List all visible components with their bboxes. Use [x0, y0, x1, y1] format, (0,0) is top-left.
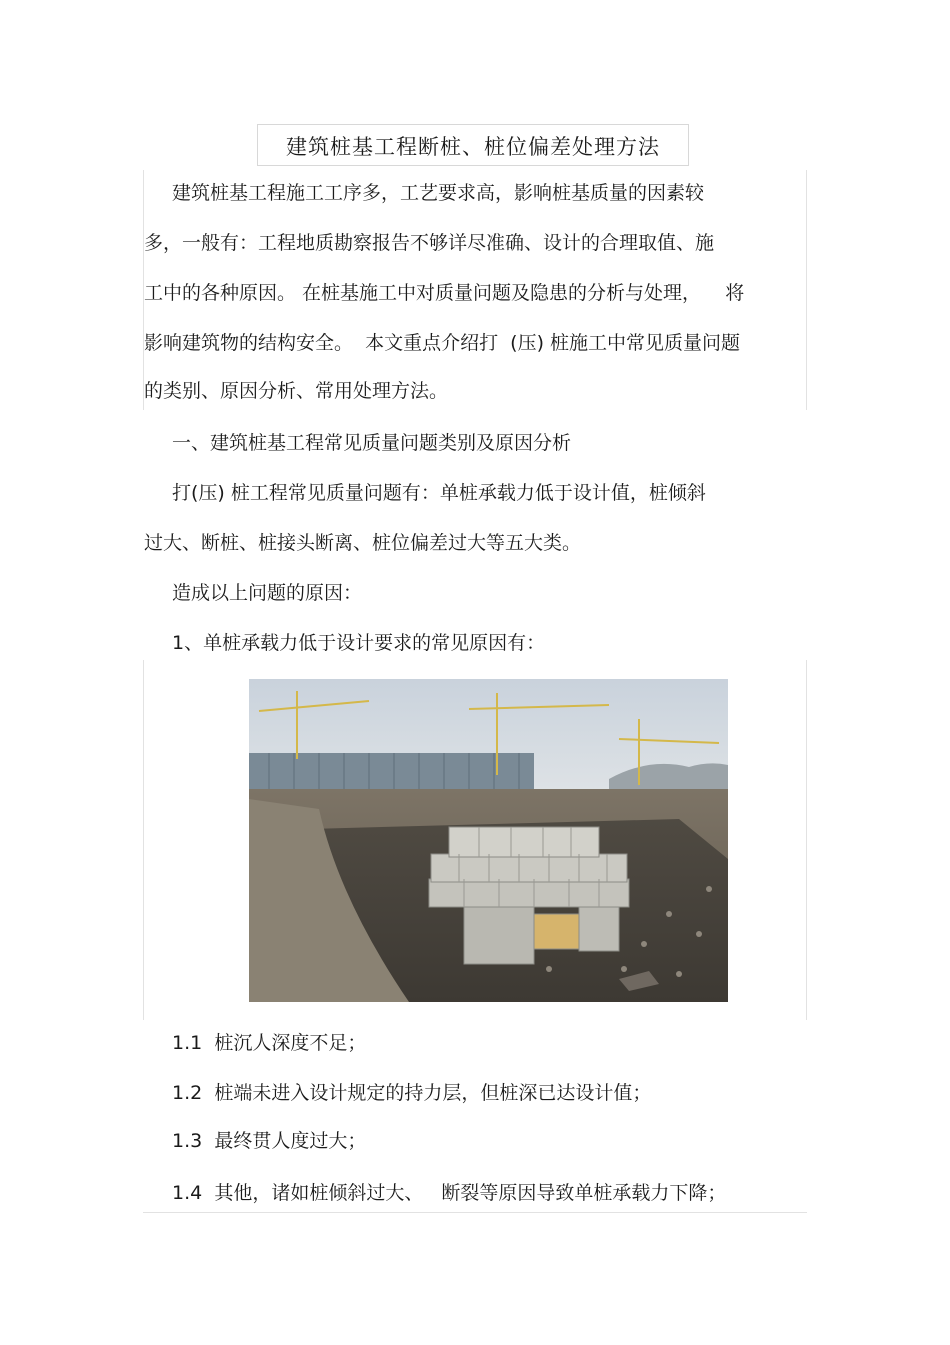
subitem-text: 桩沉人深度不足；	[214, 1032, 367, 1054]
subitem-1-1	[172, 1031, 366, 1055]
subitem-text: 最终贯人度过大；	[214, 1130, 367, 1152]
subitem-1-4	[172, 1181, 726, 1205]
intro-line: 的类别、原因分析、常用处理方法。	[144, 380, 449, 402]
subitem-1-3	[172, 1129, 366, 1153]
intro-line: 建筑桩基工程施工工序多，工艺要求高，影响桩基质量的因素较	[172, 182, 705, 204]
para2-line: 打(压) 桩工程常见质量问题有：单桩承载力低于设计值，桩倾斜	[172, 482, 706, 504]
subitem-number: 1.4	[172, 1182, 203, 1204]
causes-intro: 造成以上问题的原因：	[172, 582, 363, 604]
subitem-number: 1.1	[172, 1032, 203, 1054]
title-box	[257, 124, 689, 166]
frame-line-left-mid	[143, 660, 144, 1020]
document-title: 建筑桩基工程断桩、桩位偏差处理方法	[286, 135, 660, 159]
frame-line-right-mid	[806, 660, 807, 1020]
subitem-number: 1.2	[172, 1082, 203, 1104]
item1-heading: 1、单桩承载力低于设计要求的常见原因有：	[172, 632, 546, 654]
construction-site-photo	[249, 679, 728, 1002]
intro-line: 影响建筑物的结构安全。 本文重点介绍打 (压) 桩施工中常见质量问题	[144, 332, 741, 354]
intro-line: 工中的各种原因。 在桩基施工中对质量问题及隐患的分析与处理， 将	[144, 282, 745, 304]
intro-line: 多，一般有：工程地质勘察报告不够详尽准确、设计的合理取值、施	[144, 232, 715, 254]
para2-line: 过大、断桩、桩接头断离、桩位偏差过大等五大类。	[144, 532, 582, 554]
frame-line-bottom	[143, 1212, 807, 1213]
frame-line-right-top	[806, 170, 807, 410]
subitem-1-2	[172, 1081, 651, 1105]
section-heading: 一、建筑桩基工程常见质量问题类别及原因分析	[172, 432, 572, 454]
subitem-text: 其他，诸如桩倾斜过大、 断裂等原因导致单桩承载力下降；	[214, 1182, 727, 1204]
subitem-number: 1.3	[172, 1130, 203, 1152]
subitem-text: 桩端未进入设计规定的持力层，但桩深已达设计值；	[214, 1082, 652, 1104]
